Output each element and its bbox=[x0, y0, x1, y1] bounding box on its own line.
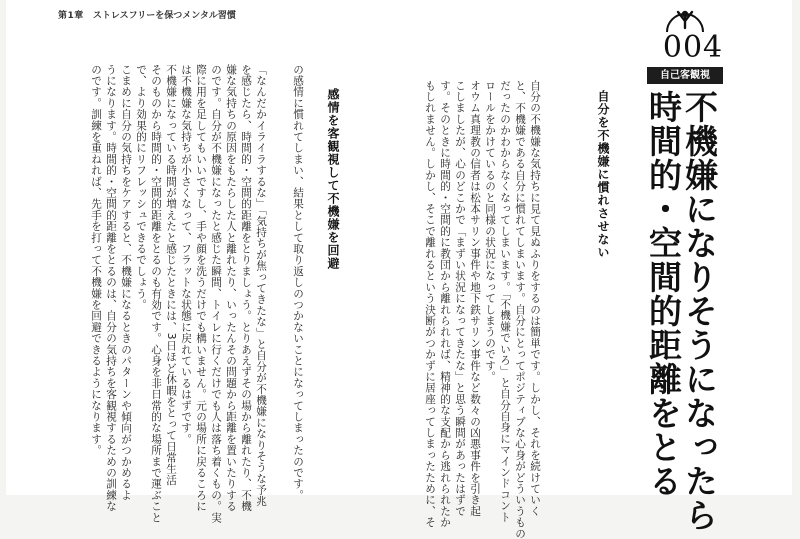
person-arms-up-icon bbox=[663, 2, 707, 32]
body-line: オウム真理教の信者は松本サリン事件や地下鉄サリン事件など数々の凶悪事件を引き起 bbox=[469, 80, 481, 517]
body-line: と、不機嫌である自分に慣れてしまいます。自分にとってポジティブな心身がどういうもの bbox=[514, 80, 526, 539]
section-title-line-2: 時間的・空間的距離をとる bbox=[644, 90, 683, 498]
body-line: 嫌な気持ちの原因をもたらした人と離れたり、いったんその問題から距離を置いたりする bbox=[225, 64, 237, 512]
paragraph-block-2 bbox=[88, 64, 305, 524]
chapter-label: 第1章 bbox=[58, 11, 84, 21]
subheading-1: 自分を不機嫌に慣れさせない bbox=[596, 90, 610, 259]
paragraph-block-1 bbox=[422, 80, 542, 539]
body-line: だったのかわからなくなってしまいます。「不機嫌でいろ」と自分自身にマインドコント bbox=[499, 80, 511, 523]
body-line: ロールをかけているのと同様の状況になってしまうのです。 bbox=[484, 80, 496, 383]
body-line: こしましたが、心のどこかで「まずい状況になってきたな」と思う瞬間があったはずで bbox=[454, 80, 466, 517]
section-title-line-1: 不機嫌になりそうになったら bbox=[680, 90, 719, 532]
body-line: 「なんだかイライラするな」「気持ちが焦ってきたな」と自分が不機嫌になりそうな予兆 bbox=[255, 64, 267, 507]
body-line: で、より効果的にリフレッシュできるでしょう。 bbox=[135, 64, 147, 311]
book-page bbox=[6, 0, 792, 539]
body-line: 自分の不機嫌な気持ちに見て見ぬふりをするのは簡単です。しかし、それを続けていく bbox=[529, 80, 541, 517]
body-line: のです。訓練を重ねれば、先手を打って不機嫌を回避できるようになります。 bbox=[90, 64, 102, 456]
body-line: 際に用を足してもいいですし、手や顔を洗うだけでも構いません。元の場所に戻るころに bbox=[195, 64, 207, 512]
section-number: 004 bbox=[662, 30, 724, 65]
body-line: もしれません。しかし、そこで離れるという決断がつかずに居座ってしまったために、そ bbox=[424, 80, 436, 528]
body-line: は不機嫌な気持ちが小さくなって、フラットな状態に戻れているはずです。 bbox=[180, 64, 192, 445]
body-line: を感じたら、時間的・空間的距離をとりましょう。とりあえずその場から離れたり、不機 bbox=[240, 64, 252, 512]
body-line: のです。自分が不機嫌になったと感じた瞬間、トイレに行くだけでも人は落ち着くもの。実 bbox=[210, 64, 222, 524]
body-line: の感情に慣れてしまい、結果として取り返しのつかないことになってしまったのです。 bbox=[292, 64, 304, 501]
subheading-2: 感情を客観視して不機嫌を回避 bbox=[326, 88, 340, 270]
body-line: す。そのときに時間的・空間的に教団から離れられれば、精神的な支配から逃れられたか bbox=[439, 80, 451, 528]
body-line: 不機嫌になっている時間が増えたと感じたときには、3日ほど休暇をとって日常生活 bbox=[165, 64, 177, 486]
chapter-title: ストレスフリーを保つメンタル習慣 bbox=[92, 11, 236, 21]
section-tag: 自己客観視 bbox=[647, 67, 723, 84]
body-line: そのものから時間的・空間的距離をとるのも有効です。心身を非日常的な場所まで運ぶこと bbox=[150, 64, 162, 524]
running-header bbox=[58, 8, 236, 21]
body-line: こまめに自分の気持ちをケアすると、不機嫌になるときのパターンや傾向がつかめるよ bbox=[120, 64, 132, 501]
body-line: うになります。時間的・空間的距離をとるのは、自分の気持ちを客観視するための訓練な bbox=[105, 64, 117, 512]
